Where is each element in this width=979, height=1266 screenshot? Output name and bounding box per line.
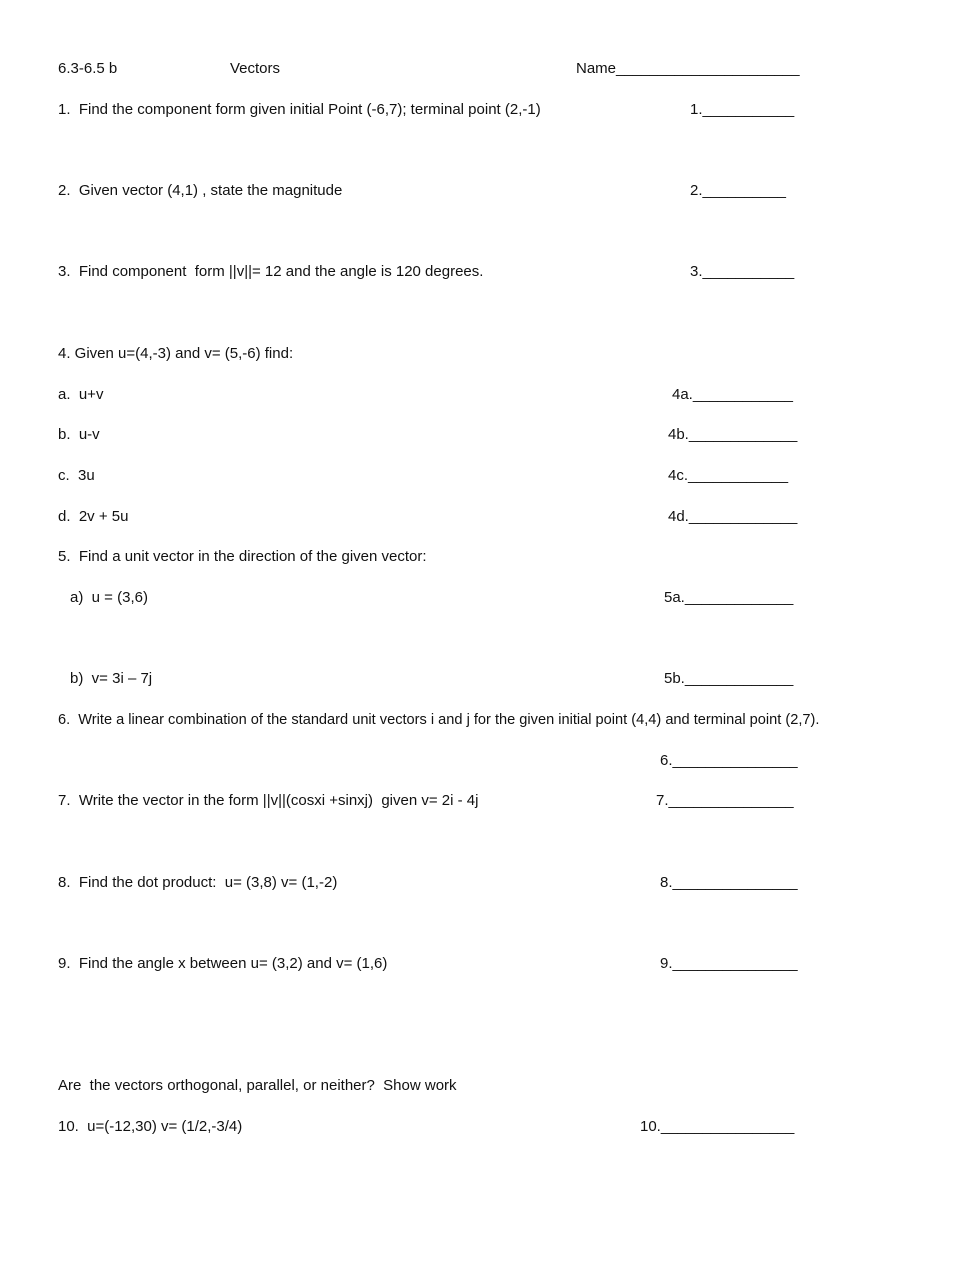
answer-blank-5b[interactable]: 5b._____________ xyxy=(664,670,794,687)
answer-blank-4d[interactable]: 4d._____________ xyxy=(668,508,798,525)
question-7: 7. Write the vector in the form ||v||(cosxi +sinxj) given v= 2i - 4j xyxy=(58,792,479,809)
answer-blank-9[interactable]: 9._______________ xyxy=(660,955,798,972)
question-4d: d. 2v + 5u xyxy=(58,508,129,525)
question-10: 10. u=(-12,30) v= (1/2,-3/4) xyxy=(58,1118,243,1135)
question-8: 8. Find the dot product: u= (3,8) v= (1,-2) xyxy=(58,874,338,891)
question-2: 2. Given vector (4,1) , state the magnitude xyxy=(58,182,343,199)
question-5a: a) u = (3,6) xyxy=(70,589,148,606)
answer-blank-4b[interactable]: 4b._____________ xyxy=(668,426,798,443)
question-5: 5. Find a unit vector in the direction of the given vector: xyxy=(58,548,427,565)
answer-blank-6[interactable]: 6._______________ xyxy=(660,752,798,769)
answer-blank-3[interactable]: 3.___________ xyxy=(690,263,795,280)
answer-blank-4c[interactable]: 4c.____________ xyxy=(668,467,789,484)
question-4b: b. u-v xyxy=(58,426,100,443)
question-4: 4. Given u=(4,-3) and v= (5,-6) find: xyxy=(58,345,294,362)
answer-blank-10[interactable]: 10.________________ xyxy=(640,1118,795,1135)
section-instruction: Are the vectors orthogonal, parallel, or neither? Show work xyxy=(58,1077,457,1094)
question-4c: c. 3u xyxy=(58,467,95,484)
question-4a: a. u+v xyxy=(58,386,104,403)
worksheet-title: Vectors xyxy=(230,60,281,77)
answer-blank-1[interactable]: 1.___________ xyxy=(690,101,795,118)
answer-blank-5a[interactable]: 5a._____________ xyxy=(664,589,794,606)
answer-blank-2[interactable]: 2.__________ xyxy=(690,182,786,199)
answer-blank-7[interactable]: 7._______________ xyxy=(656,792,794,809)
question-1: 1. Find the component form given initial Point (-6,7); terminal point (2,-1) xyxy=(58,101,541,118)
question-3: 3. Find component form ||v||= 12 and the angle is 120 degrees. xyxy=(58,263,484,280)
question-9: 9. Find the angle x between u= (3,2) and v= (1,6) xyxy=(58,955,388,972)
answer-blank-4a[interactable]: 4a.____________ xyxy=(672,386,793,403)
answer-blank-8[interactable]: 8._______________ xyxy=(660,874,798,891)
question-5b: b) v= 3i – 7j xyxy=(70,670,153,687)
worksheet-code: 6.3-6.5 b xyxy=(58,60,118,77)
name-field[interactable]: Name______________________ xyxy=(576,60,800,77)
question-6: 6. Write a linear combination of the standard unit vectors i and j for the given initial point (4,4) and terminal point (2,7). xyxy=(58,712,820,728)
